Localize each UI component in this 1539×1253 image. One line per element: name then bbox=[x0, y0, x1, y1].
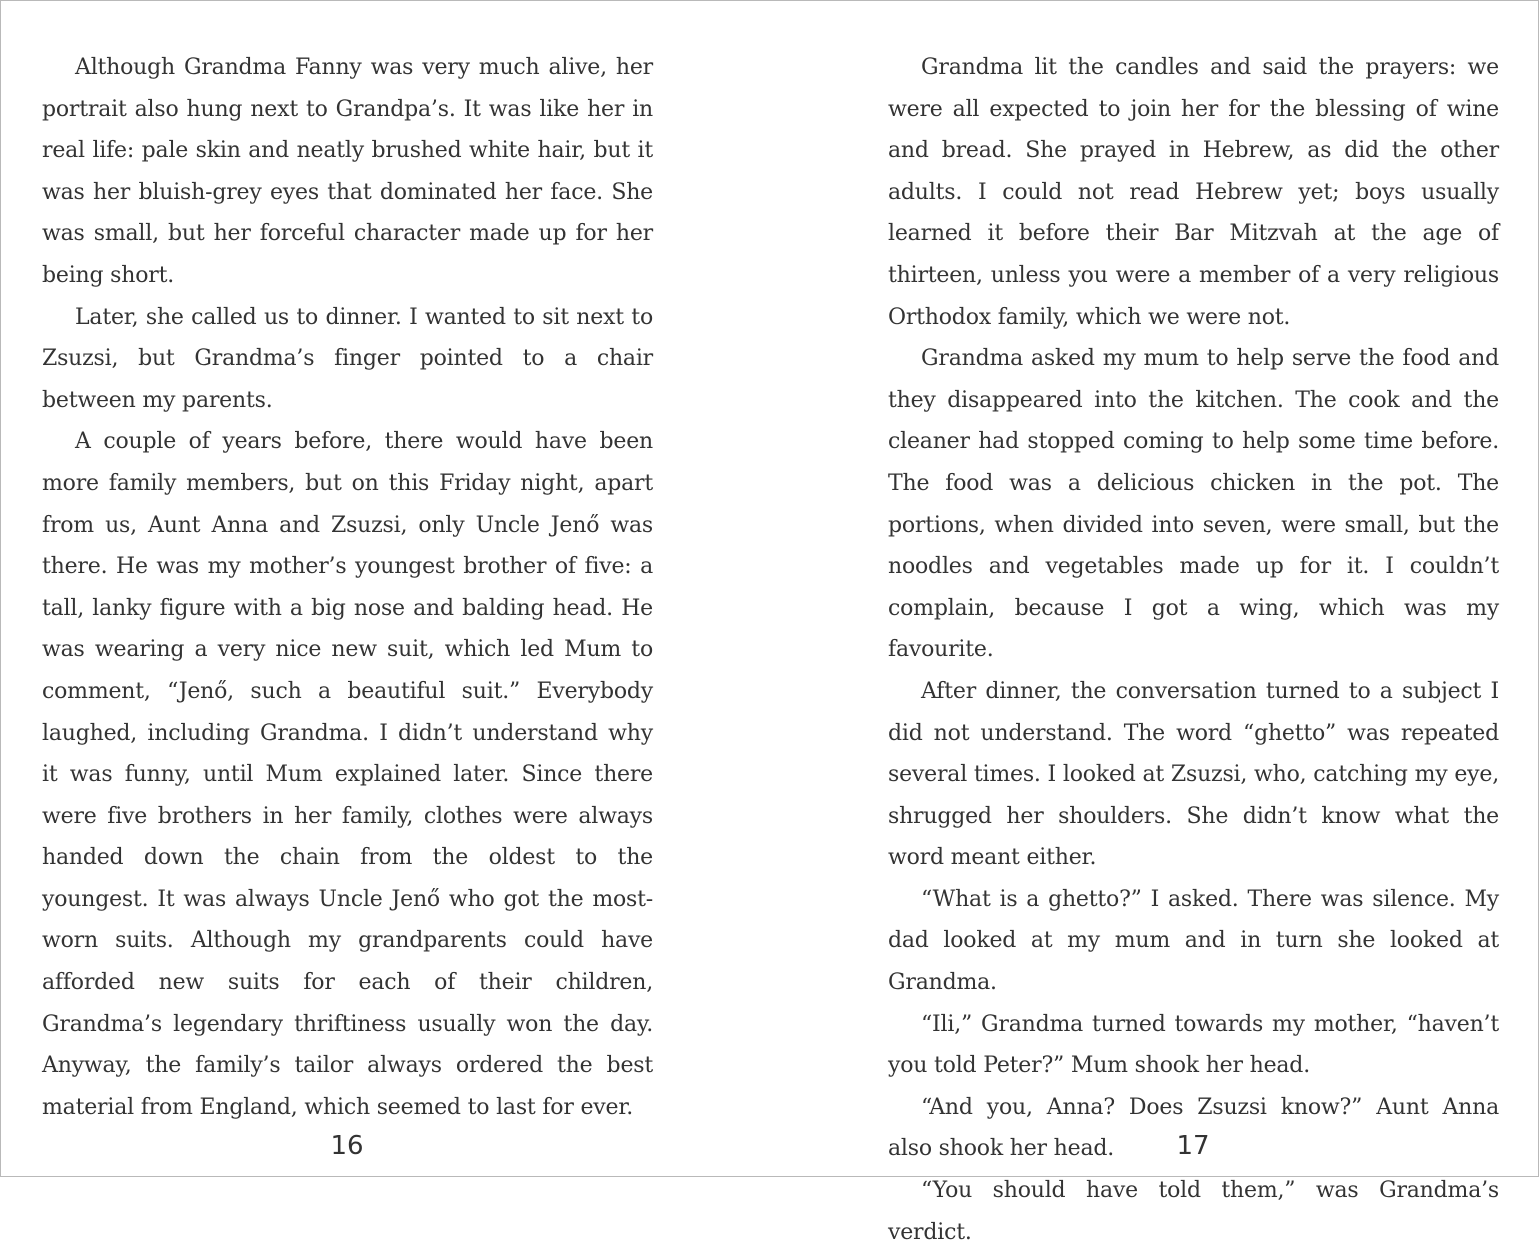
paragraph: Although Grandma Fanny was very much alive, her portrait also hung next to Grandpa’s. It was like her in real life: pale skin and neatly brushed white hair, but it was her bluish-grey eyes that dominated her face. She was small, but her forceful character made up for her being short. bbox=[42, 55, 653, 288]
paragraph: Grandma asked my mum to help serve the food and they disappeared into the kitchen. The cook and the cleaner had stopped coming to help some time before. The food was a delicious chicken in the pot. The portions, when divided into seven, were small, but the noodles and vegetables made up for it. I couldn’t complain, because I got a wing, which was my favourite. bbox=[888, 346, 1499, 663]
left-page bbox=[42, 47, 653, 1128]
paragraph: Later, she called us to dinner. I wanted to sit next to Zsuzsi, but Grandma’s finger pointed to a chair between my parents. bbox=[42, 304, 653, 413]
paragraph: A couple of years before, there would have been more family members, but on this Friday night, apart from us, Aunt Anna and Zsuzsi, only Uncle Jenő was there. He was my mother’s youngest brother of five: a tall, lanky figure with a big nose and balding head. He was wearing a very nice new suit, which led Mum to comment, “Jenő, such a beautiful suit.” Everybody laughed, including Grandma. I didn’t understand why it was funny, until Mum explained later. Since there were five brothers in her family, clothes were always handed down the chain from the oldest to the youngest. It was always Uncle Jenő who got the most-worn suits. Although my grandparents could have afforded new suits for each of their children, Grandma’s legendary thriftiness usually won the day. Anyway, the family’s tailor always ordered the best material from England, which seemed to last for ever. bbox=[42, 429, 653, 1120]
paragraph: “And you, Anna? Does Zsuzsi know?” Aunt Anna also shook her head. bbox=[888, 1094, 1499, 1162]
paragraph: “Ili,” Grandma turned towards my mother, “haven’t you told Peter?” Mum shook her head. bbox=[888, 1011, 1499, 1079]
paragraph: After dinner, the conversation turned to a subject I did not understand. The word “ghetto” was repeated several times. I looked at Zsuzsi, who, catching my eye, shrugged her shoulders. She didn’t know what the word meant either. bbox=[888, 678, 1499, 871]
paragraph: “What is a ghetto?” I asked. There was silence. My dad looked at my mum and in turn she looked at Grandma. bbox=[888, 886, 1499, 996]
paragraph: Grandma lit the candles and said the prayers: we were all expected to join her for the blessing of wine and bread. She prayed in Hebrew, as did the other adults. I could not read Hebrew yet; boys usually learned it before their Bar Mitzvah at the age of thirteen, unless you were a member of a very religious Orthodox family, which we were not. bbox=[888, 55, 1499, 330]
right-page bbox=[888, 47, 1499, 1253]
left-page-number: 16 bbox=[330, 1131, 364, 1161]
paragraph: “You should have told them,” was Grandma’s verdict. bbox=[888, 1178, 1499, 1245]
right-page-number: 17 bbox=[1176, 1131, 1210, 1161]
